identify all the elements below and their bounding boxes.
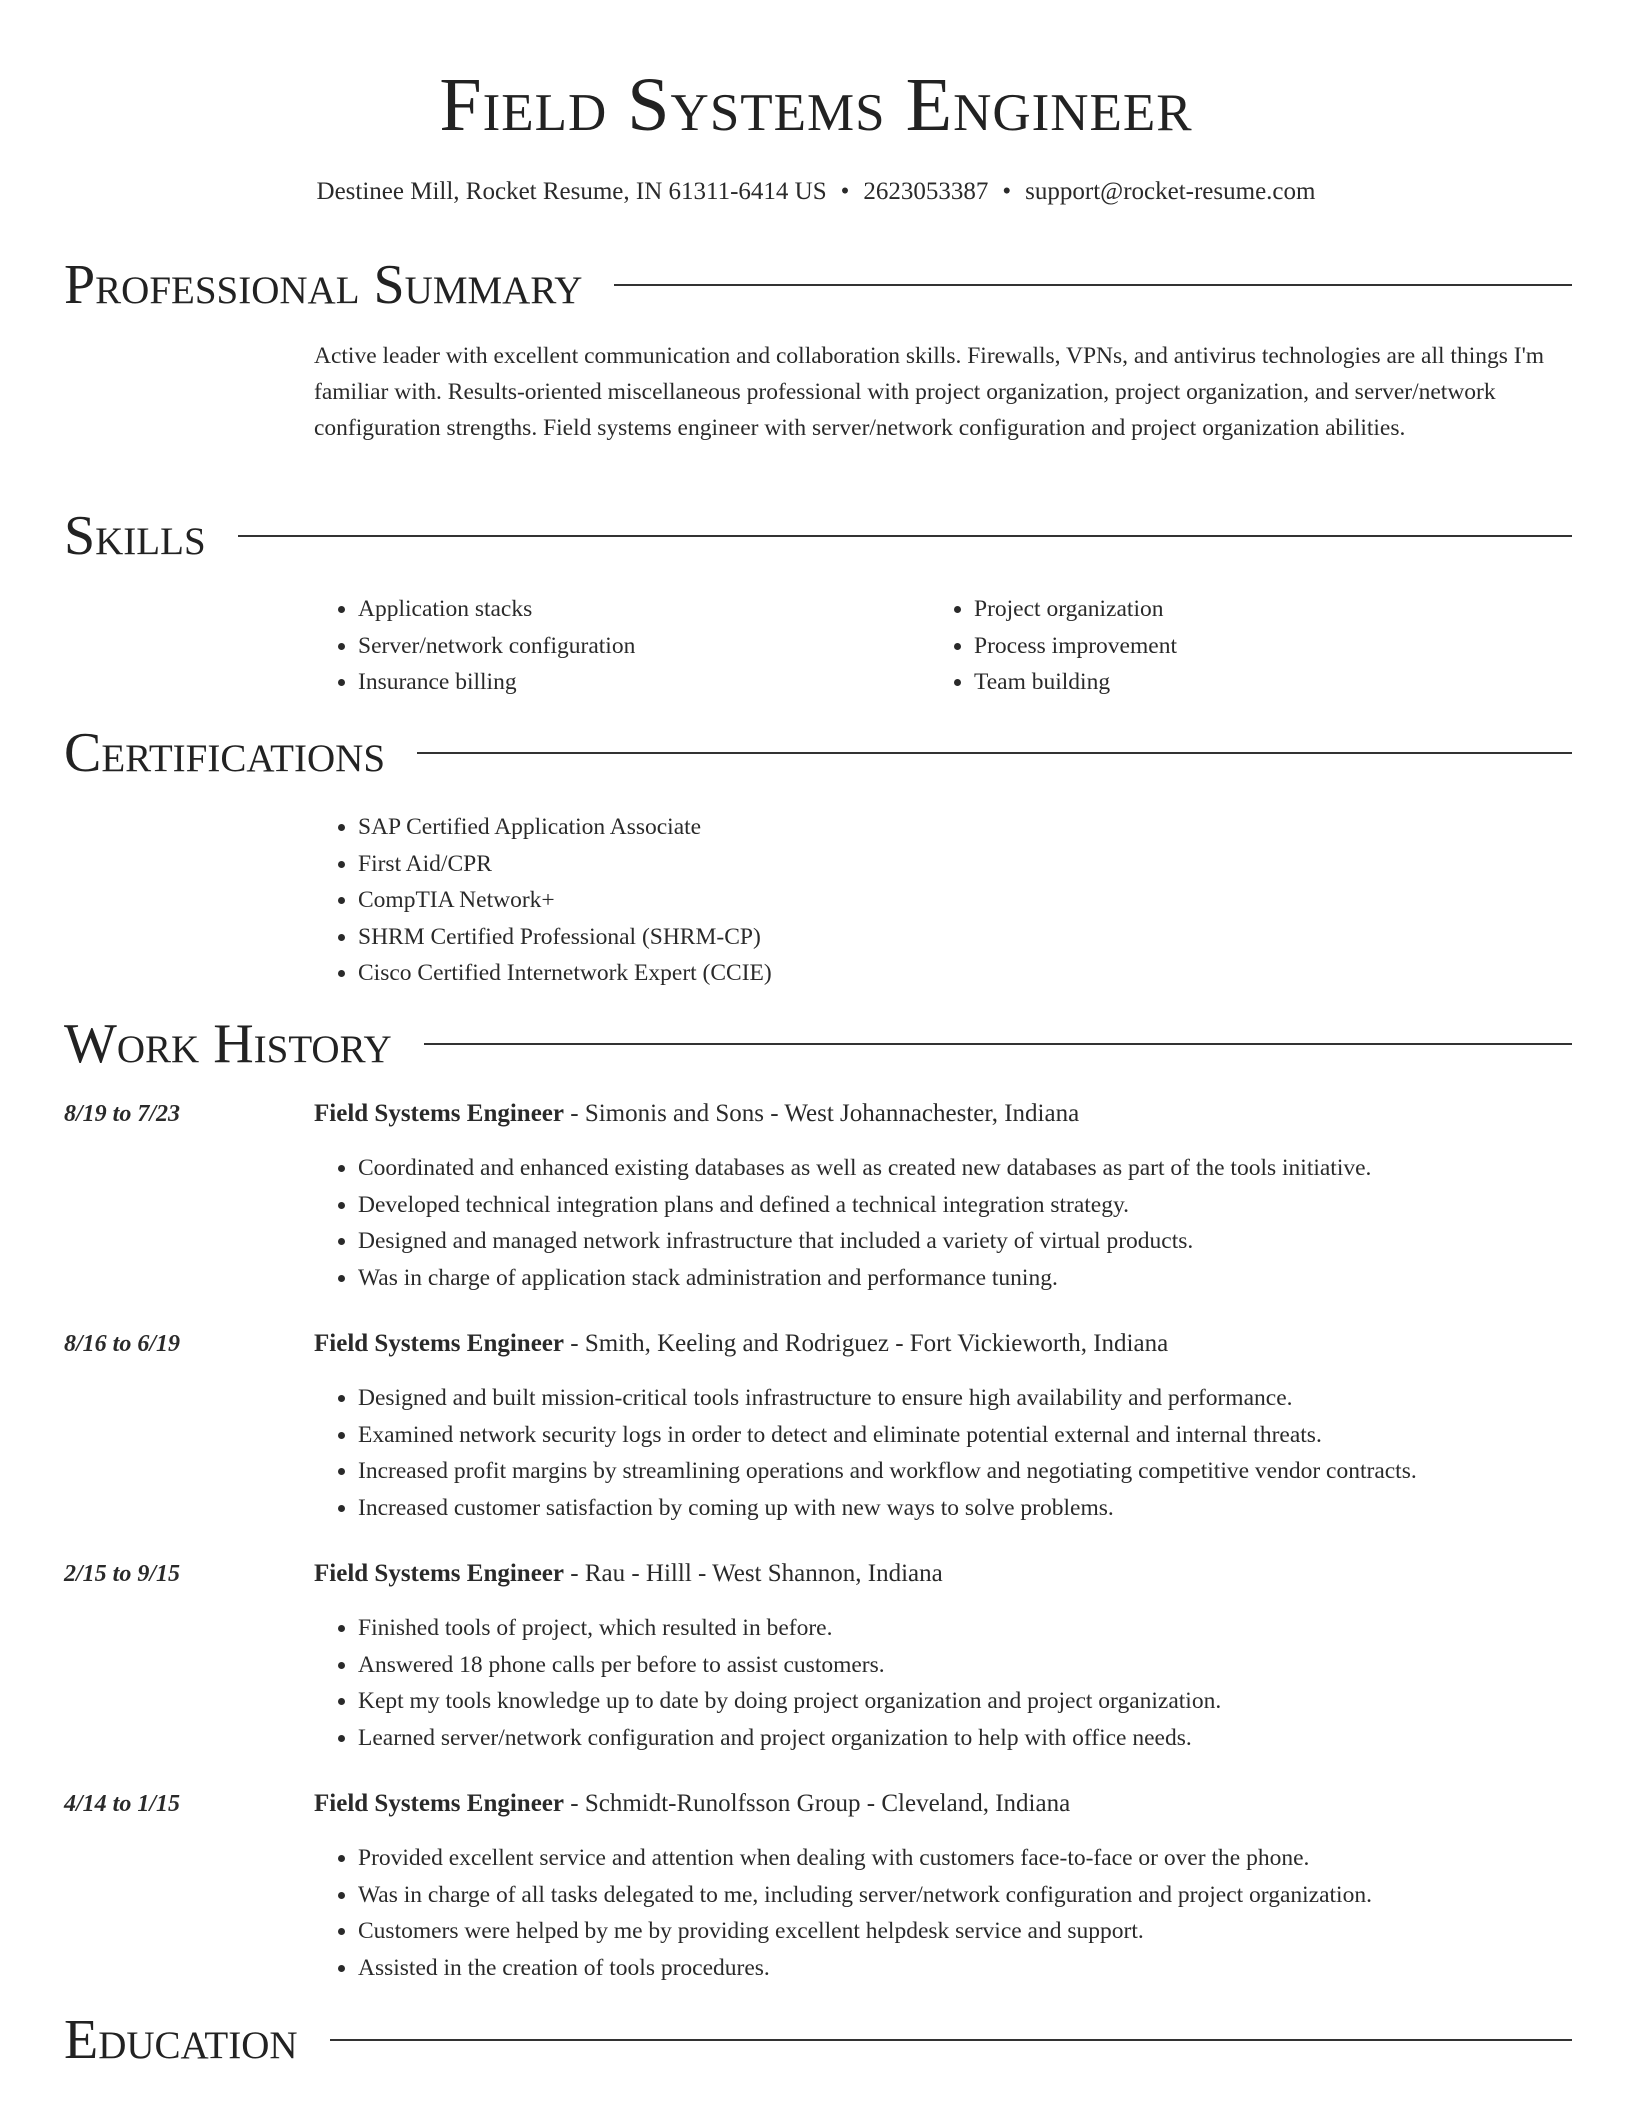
- skill-item: • Application stacks: [358, 591, 930, 628]
- job-bullet: • Was in charge of application stack administration and performance tuning.: [358, 1260, 1572, 1297]
- section-divider: [417, 752, 1572, 754]
- job-bullet: • Finished tools of project, which resulted in before.: [358, 1610, 1572, 1647]
- skills-column-left: [314, 591, 930, 701]
- certification-item: • CompTIA Network+: [358, 882, 1554, 919]
- education-section-header: [64, 2009, 1572, 2071]
- job-bullet: • Learned server/network configuration and project organization to help with office needs.: [358, 1720, 1572, 1757]
- job-title: Field Systems Engineer: [314, 1330, 564, 1357]
- job-bullet: • Designed and built mission-critical tools infrastructure to ensure high availability and performance.: [358, 1380, 1572, 1417]
- certification-item: • Cisco Certified Internetwork Expert (CCIE): [358, 955, 1554, 992]
- job-bullet: • Provided excellent service and attention when dealing with customers face-to-face or over the phone.: [358, 1840, 1572, 1877]
- section-divider: [330, 2039, 1572, 2041]
- job-bullet: • Answered 18 phone calls per before to assist customers.: [358, 1647, 1572, 1684]
- certification-item: • First Aid/CPR: [358, 846, 1554, 883]
- contact-separator: •: [1002, 178, 1012, 205]
- contact-line: [0, 176, 1632, 208]
- certification-item: • SAP Certified Application Associate: [358, 809, 1554, 846]
- job-company-location: - Schmidt-Runolfsson Group - Cleveland, Indiana: [564, 1790, 1071, 1817]
- skill-item: • Project organization: [974, 591, 1546, 628]
- skills-column-right: [930, 591, 1546, 701]
- summary-section-header: [64, 254, 1572, 316]
- section-divider: [424, 1043, 1572, 1045]
- job-bullet: • Designed and managed network infrastructure that included a variety of virtual products.: [358, 1223, 1572, 1260]
- work-history-section-header: [64, 1013, 1572, 1075]
- job-bullet-list: [314, 1610, 1572, 1756]
- job-bullet: • Coordinated and enhanced existing databases as well as created new databases as part of the tools initiative.: [358, 1150, 1572, 1187]
- job-dates: 2/15 to 9/15: [64, 1561, 181, 1587]
- skills-heading: Skills: [64, 505, 206, 567]
- skill-item: • Process improvement: [974, 628, 1546, 665]
- skill-item: • Team building: [974, 664, 1546, 701]
- summary-heading: Professional Summary: [64, 254, 583, 316]
- job-title: Field Systems Engineer: [314, 1560, 564, 1587]
- contact-email: support@rocket-resume.com: [1025, 178, 1316, 205]
- job-bullet: • Was in charge of all tasks delegated to me, including server/network configuration and project organization.: [358, 1877, 1572, 1914]
- skill-item: • Server/network configuration: [358, 628, 930, 665]
- skills-list: [314, 591, 1554, 701]
- certifications-section-header: [64, 722, 1572, 784]
- contact-phone: 2623053387: [863, 178, 989, 205]
- certification-item: • SHRM Certified Professional (SHRM-CP): [358, 919, 1554, 956]
- job-title: Field Systems Engineer: [314, 1100, 564, 1127]
- candidate-title: Field Systems Engineer: [439, 63, 1193, 147]
- job-bullet-list: [314, 1840, 1572, 1986]
- job-company-location: - Smith, Keeling and Rodriguez - Fort Vickieworth, Indiana: [564, 1330, 1169, 1357]
- certifications-heading: Certifications: [64, 722, 386, 784]
- job-heading: [314, 1558, 943, 1590]
- job-company-location: - Rau - Hilll - West Shannon, Indiana: [564, 1560, 943, 1587]
- skills-section-header: [64, 505, 1572, 567]
- job-bullet: • Developed technical integration plans and defined a technical integration strategy.: [358, 1187, 1572, 1224]
- job-bullet: • Increased profit margins by streamlining operations and workflow and negotiating competitive vendor contracts.: [358, 1453, 1572, 1490]
- certifications-list: [314, 809, 1554, 992]
- contact-separator: •: [840, 178, 850, 205]
- job-company-location: - Simonis and Sons - West Johannachester, Indiana: [564, 1100, 1080, 1127]
- job-heading: [314, 1788, 1070, 1820]
- skill-item: • Insurance billing: [358, 664, 930, 701]
- job-bullet-list: [314, 1150, 1572, 1296]
- job-bullet: • Customers were helped by me by providing excellent helpdesk service and support.: [358, 1913, 1572, 1950]
- section-divider: [614, 284, 1572, 286]
- summary-text: Active leader with excellent communication and collaboration skills. Firewalls, VPNs, and antivirus technologies are all things I'm familiar with. Results-oriented miscellaneous professional with project organization, project organization, and server/network configuration strengths. Field systems engineer with server/network configuration and project organization abilities.: [314, 343, 1545, 441]
- job-dates: 8/19 to 7/23: [64, 1101, 181, 1127]
- job-bullet: • Increased customer satisfaction by coming up with new ways to solve problems.: [358, 1490, 1572, 1527]
- job-bullet: • Kept my tools knowledge up to date by doing project organization and project organization.: [358, 1683, 1572, 1720]
- job-bullet: • Assisted in the creation of tools procedures.: [358, 1950, 1572, 1987]
- job-bullet: • Examined network security logs in order to detect and eliminate potential external and internal threats.: [358, 1417, 1572, 1454]
- job-dates: 8/16 to 6/19: [64, 1331, 181, 1357]
- work-history-heading: Work History: [64, 1013, 392, 1075]
- job-title: Field Systems Engineer: [314, 1790, 564, 1817]
- job-heading: [314, 1098, 1079, 1130]
- job-dates: 4/14 to 1/15: [64, 1791, 181, 1817]
- contact-address: Destinee Mill, Rocket Resume, IN 61311-6414 US: [316, 178, 827, 205]
- job-heading: [314, 1328, 1168, 1360]
- section-divider: [238, 535, 1572, 537]
- job-bullet-list: [314, 1380, 1572, 1526]
- education-heading: Education: [64, 2009, 298, 2071]
